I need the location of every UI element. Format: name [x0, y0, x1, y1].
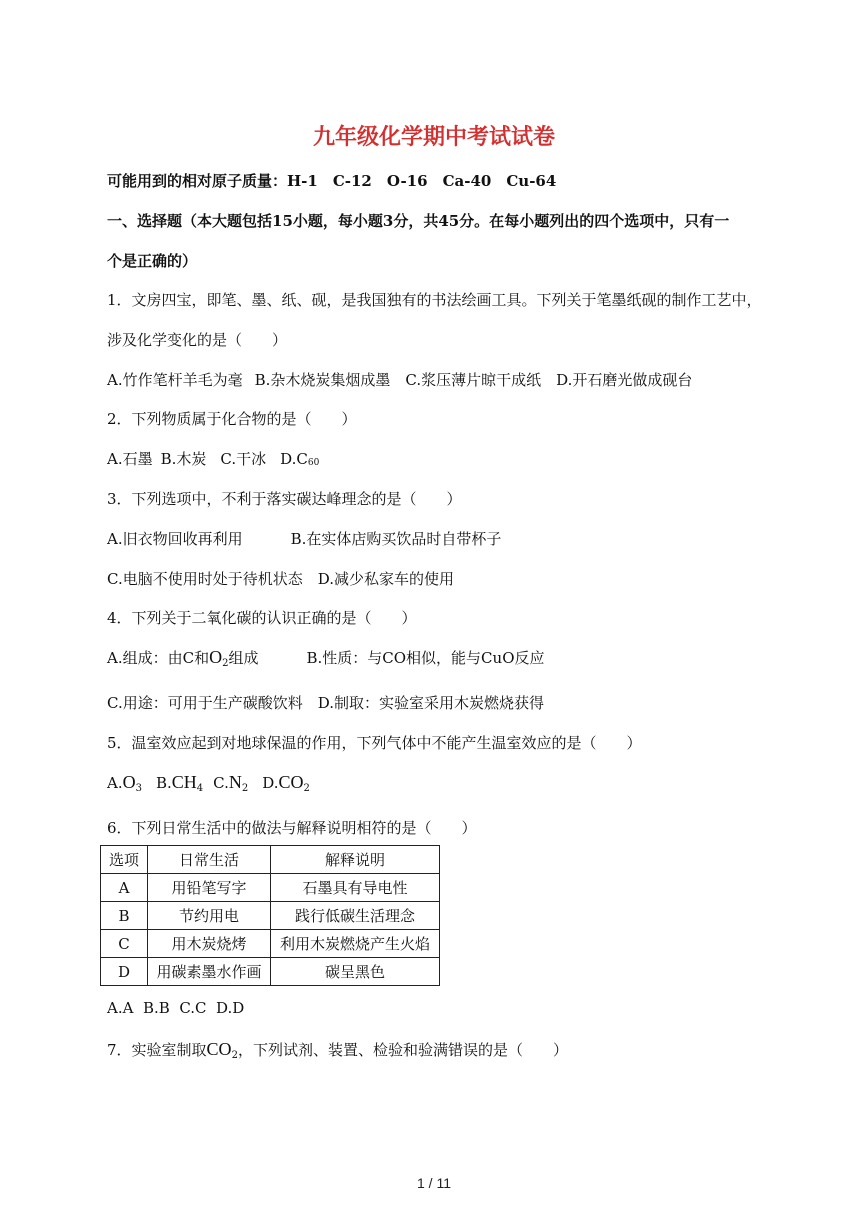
table-row [101, 874, 440, 902]
table-cell: C [101, 930, 148, 958]
q4-option-a: A.组成：由C和$O_2$组成 [107, 647, 259, 669]
table-cell: 用铅笔写字 [148, 874, 271, 902]
q1-option-b: B.杂木烧炭集烟成墨 [254, 371, 391, 389]
q3-option-d: D.减少私家车的使用 [317, 570, 454, 588]
table-header-row [101, 846, 440, 874]
table-cell: 用碳素墨水作画 [148, 958, 271, 986]
q3-options-row1 [107, 528, 501, 549]
q4-option-c: C.用途：可用于生产碳酸饮料 [107, 694, 303, 712]
table-row [101, 930, 440, 958]
q5-option-d: $D.CO_2$ [262, 772, 310, 794]
table-cell: 用木炭烧烤 [148, 930, 271, 958]
q2-option-b: B.木炭 [160, 450, 207, 468]
page-number: 1 / 11 [417, 1175, 451, 1191]
q1-stem-line1: 1．文房四宝，即笔、墨、纸、砚，是我国独有的书法绘画工具。下列关于笔墨纸砚的制作工艺中， [107, 291, 762, 309]
table-cell: 石墨具有导电性 [271, 874, 440, 902]
q1-option-c: C.浆压薄片晾干成纸 [405, 371, 542, 389]
q4-option-b: B.性质：与CO相似，能与CuO反应 [306, 649, 545, 667]
q5-option-a: $A.O_3$ [107, 772, 142, 794]
q5-stem: 5．温室效应起到对地球保温的作用，下列气体中不能产生温室效应的是（ ） [107, 734, 642, 752]
q6-table [100, 845, 440, 986]
exam-title: 九年级化学期中考试试卷 [312, 124, 555, 150]
q3-option-c: C.电脑不使用时处于待机状态 [107, 570, 303, 588]
q2-option-c: C.干冰 [220, 450, 267, 468]
q4-stem: 4．下列关于二氧化碳的认识正确的是（ ） [107, 609, 417, 627]
q2-option-a: A.石墨 [107, 450, 153, 468]
table-header-cell: 日常生活 [148, 846, 271, 874]
table-header-cell: 解释说明 [271, 846, 440, 874]
section-heading-line2: 个是正确的） [107, 252, 198, 270]
q5-options [107, 772, 310, 794]
q2-stem: 2．下列物质属于化合物的是（ ） [107, 410, 357, 428]
table-cell: 碳呈黑色 [271, 958, 440, 986]
table-cell: 利用木炭燃烧产生火焰 [271, 930, 440, 958]
q3-options-row2 [107, 568, 454, 589]
q6-options: A.A B.B C.C D.D [107, 999, 245, 1017]
q5-option-b: $B.CH_4$ [155, 772, 204, 794]
table-cell: A [101, 874, 148, 902]
q5-option-c: $C.N_2$ [213, 772, 249, 794]
section-heading-line1: 一、选择题（本大题包括15小题，每小题3分，共45分。在每小题列出的四个选项中，只有一 [107, 212, 730, 230]
q4-options-row2 [107, 692, 544, 713]
table-cell: D [101, 958, 148, 986]
table-header-cell: 选项 [101, 846, 148, 874]
q1-option-d: D.开石磨光做成砚台 [556, 371, 693, 389]
table-cell: B [101, 902, 148, 930]
q1-option-a: A.竹作笔杆羊毛为毫 [107, 371, 243, 389]
table-cell: 节约用电 [148, 902, 271, 930]
q3-option-b: B.在实体店购买饮品时自带杯子 [290, 530, 502, 548]
q4-options-row1 [107, 647, 545, 669]
q4-option-d: D.制取：实验室采用木炭燃烧获得 [317, 694, 544, 712]
table-cell: 践行低碳生活理念 [271, 902, 440, 930]
q7-stem: 7．实验室制取$CO_2$，下列试剂、装置、检验和验满错误的是（ ） [107, 1039, 568, 1061]
q2-options [107, 448, 319, 469]
table-row [101, 958, 440, 986]
table-row [101, 902, 440, 930]
q1-stem-line2: 涉及化学变化的是（ ） [107, 331, 288, 349]
q3-stem: 3．下列选项中，不利于落实碳达峰理念的是（ ） [107, 490, 462, 508]
q2-option-d: D.C60 [280, 450, 320, 468]
q6-stem: 6．下列日常生活中的做法与解释说明相符的是（ ） [107, 819, 477, 837]
q3-option-a: A.旧衣物回收再利用 [107, 530, 243, 548]
q1-options [107, 369, 692, 390]
atomic-masses: 可能用到的相对原子质量：H-1 C-12 O-16 Ca-40 Cu-64 [107, 172, 557, 190]
